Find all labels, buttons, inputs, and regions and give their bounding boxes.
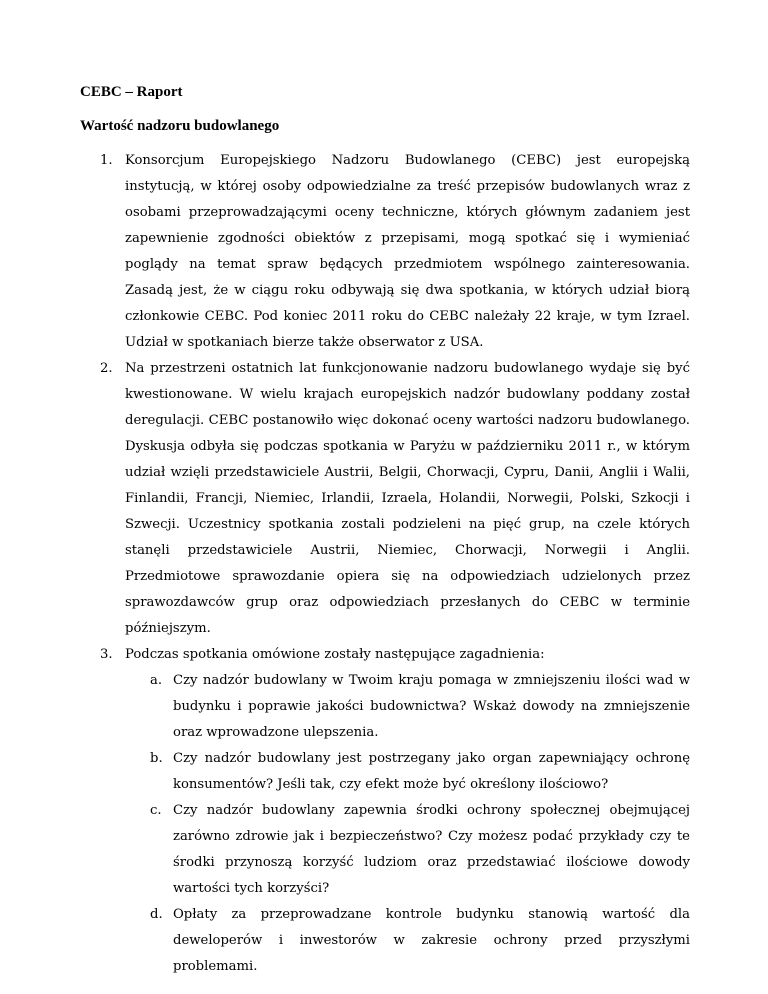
sub-item-text: Opłaty za przeprowadzane kontrole budynku stanowią wartość dla deweloperów i inwestorów w zakresie ochrony przed przyszłymi problemami.	[173, 907, 690, 974]
sub-item-a	[125, 668, 690, 746]
list-item-number: 2.	[100, 361, 113, 376]
list-item-2	[0, 356, 690, 642]
list-item-text: Konsorcjum Europejskiego Nadzoru Budowlanego (CEBC) jest europejską instytucją, w której osoby odpowiedzialne za treść przepisów budowlanych wraz z osobami przeprowadzającymi oceny techniczne, których głównym zadaniem jest zapewnienie zgodności obiektów z przepisami, mogą spotkać się i wymieniać poglądy na temat spraw będących przedmiotem wspólnego zainteresowania. Zasadą jest, że w ciągu roku odbywają się dwa spotkania, w których udział biorą członkowie CEBC. Pod koniec 2011 roku do CEBC należały 22 kraje, w tym Izrael. Udział w spotkaniach bierze także obserwator z USA.	[125, 153, 690, 350]
sub-list	[125, 668, 690, 980]
sub-item-c	[125, 798, 690, 902]
list-item-3	[0, 642, 690, 980]
sub-item-letter: d.	[150, 907, 163, 922]
sub-item-text: Czy nadzór budowlany jest postrzegany jako organ zapewniający ochronę konsumentów? Jeśli tak, czy efekt może być określony ilościowo?	[173, 751, 690, 792]
sub-item-d	[125, 902, 690, 980]
sub-item-letter: a.	[150, 673, 163, 688]
numbered-list	[0, 148, 768, 980]
sub-item-text: Czy nadzór budowlany w Twoim kraju pomaga w zmniejszeniu ilości wad w budynku i poprawie jakości budownictwa? Wskaż dowody na zmniejszenie oraz wprowadzone ulepszenia.	[173, 673, 690, 740]
list-item-text: Podczas spotkania omówione zostały następujące zagadnienia:	[125, 647, 545, 662]
list-item-number: 3.	[100, 647, 113, 662]
sub-item-letter: c.	[150, 803, 162, 818]
sub-item-b	[125, 746, 690, 798]
list-item-number: 1.	[100, 153, 113, 168]
section-heading: Wartość nadzoru budowlanego	[80, 118, 280, 134]
list-item-text: Na przestrzeni ostatnich lat funkcjonowanie nadzoru budowlanego wydaje się być kwestionowane. W wielu krajach europejskich nadzór budowlany poddany został deregulacji. CEBC postanowiło więc dokonać oceny wartości nadzoru budowlanego. Dyskusja odbyła się podczas spotkania w Paryżu w październiku 2011 r., w którym udział wzięli przedstawiciele Austrii, Belgii, Chorwacji, Cypru, Danii, Anglii i Walii, Finlandii, Francji, Niemiec, Irlandii, Izraela, Holandii, Norwegii, Polski, Szkocji i Szwecji. Uczestnicy spotkania zostali podzieleni na pięć grup, na czele których stanęli przedstawiciele Austrii, Niemiec, Chorwacji, Norwegii i Anglii. Przedmiotowe sprawozdanie opiera się na odpowiedziach udzielonych przez sprawozdawców grup oraz odpowiedziach przesłanych do CEBC w terminie późniejszym.	[125, 361, 690, 636]
sub-item-text: Czy nadzór budowlany zapewnia środki ochrony społecznej obejmującej zarówno zdrowie jak i bezpieczeństwo? Czy możesz podać przykłady czy te środki przynoszą korzyść ludziom oraz przedstawiać ilościowe dowody wartości tych korzyści?	[173, 803, 690, 896]
list-item-1	[0, 148, 690, 356]
sub-item-letter: b.	[150, 751, 163, 766]
document-title: CEBC – Raport	[80, 84, 183, 100]
